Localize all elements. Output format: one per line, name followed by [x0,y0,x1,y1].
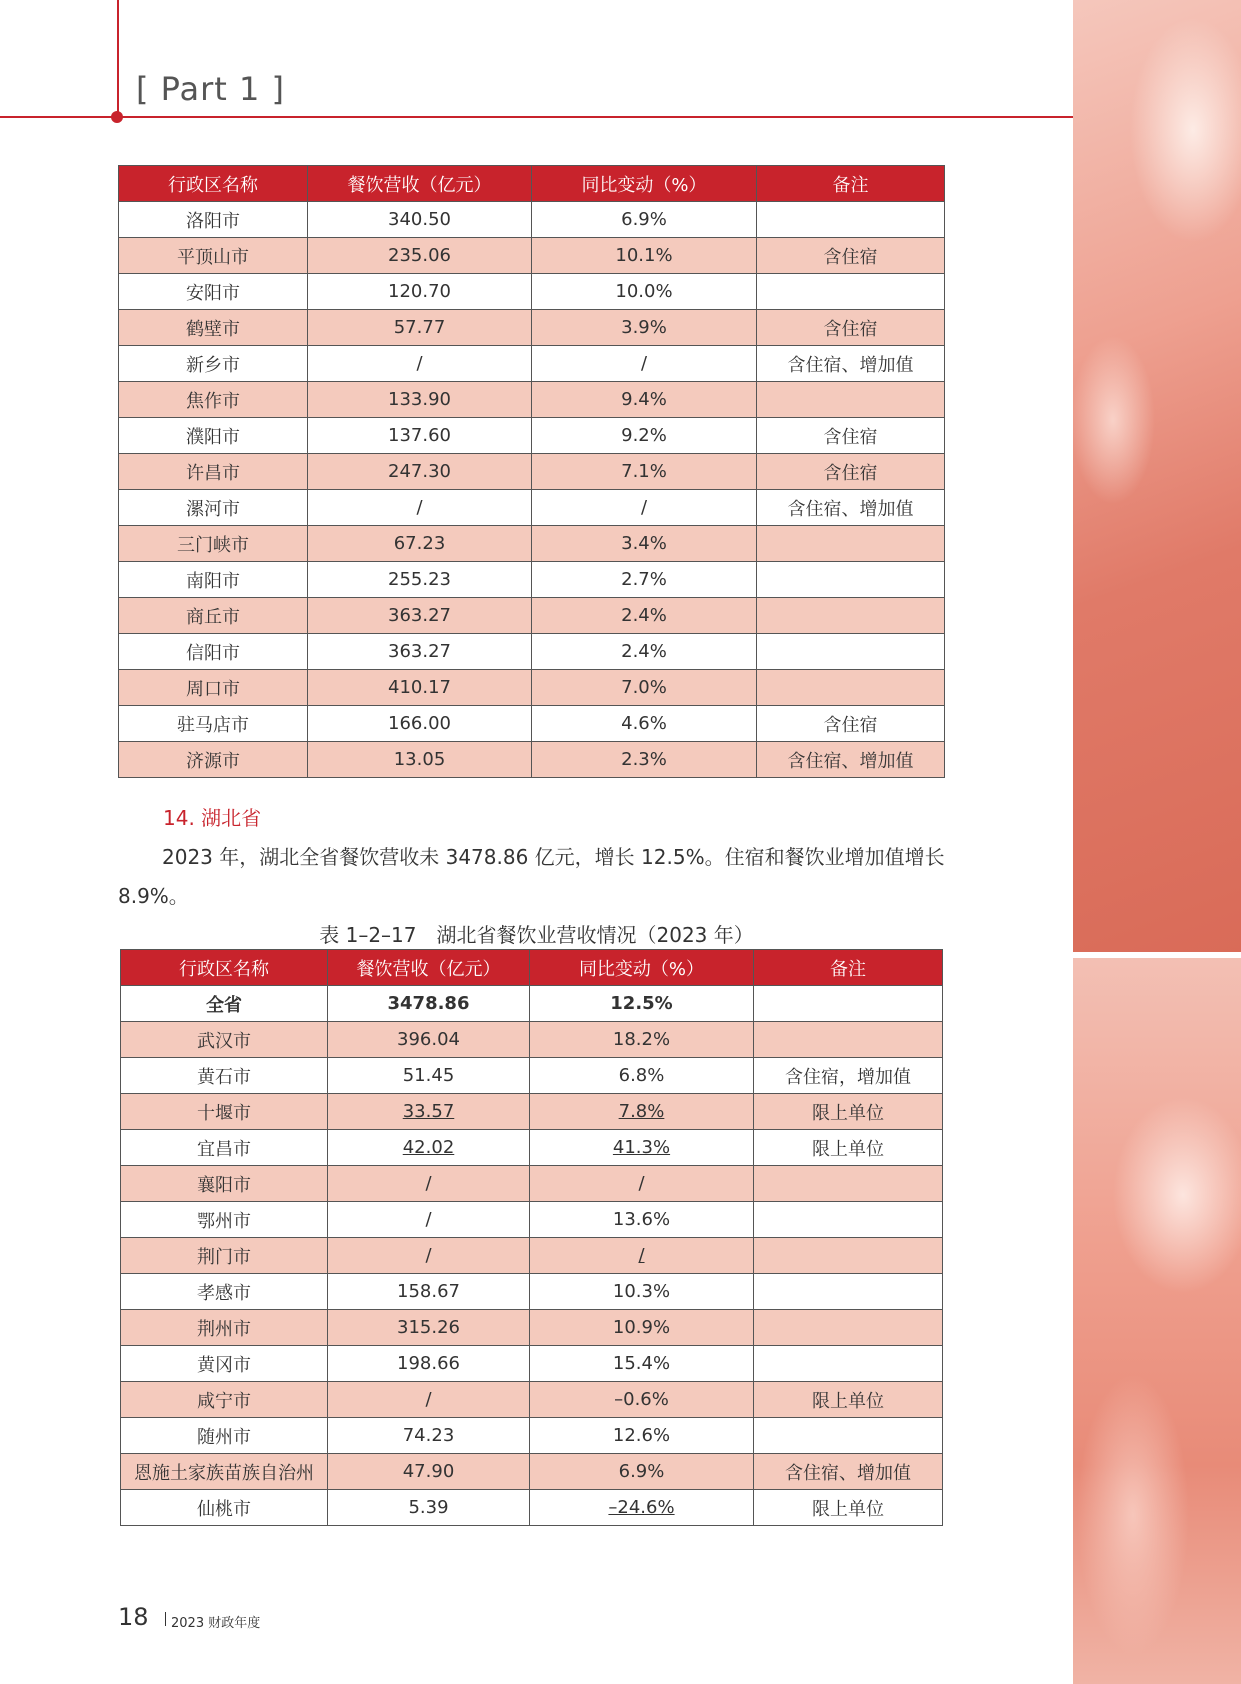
table-cell [754,1202,943,1238]
table-cell: 含住宿 [757,454,945,490]
table-cell: 含住宿、增加值 [757,490,945,526]
table-row [119,526,945,562]
table-cell: 许昌市 [119,454,308,490]
table-cell: 5.39 [328,1490,530,1526]
table-header-row [119,166,945,202]
table-cell: / [530,1166,754,1202]
table-row [121,1418,943,1454]
table-cell: 全省 [121,986,328,1022]
table-cell [754,1166,943,1202]
column-header: 行政区名称 [121,950,328,986]
table-row [119,454,945,490]
table-cell: –24.6% [530,1490,754,1526]
table-cell: / [532,346,757,382]
table-cell: 安阳市 [119,274,308,310]
table-cell: 含住宿、增加值 [757,346,945,382]
table-caption: 表 1–2–17 湖北省餐饮业营收情况（2023 年） [319,923,754,947]
decorative-photo-top [1073,0,1241,955]
table-cell: 含住宿、增加值 [754,1454,943,1490]
table-cell [757,634,945,670]
table-cell: / [328,1202,530,1238]
table-cell: 随州市 [121,1418,328,1454]
decorative-photo-band [1073,0,1241,1684]
table-row [119,202,945,238]
table-row [121,1490,943,1526]
table-cell: 限上单位 [754,1382,943,1418]
table-cell: 7.8% [530,1094,754,1130]
table-cell: 363.27 [308,634,532,670]
table-cell: 6.9% [532,202,757,238]
table-cell: / [328,1166,530,1202]
table-cell: 12.5% [530,986,754,1022]
table-row [121,1166,943,1202]
table-row [119,238,945,274]
table-cell: 荆州市 [121,1310,328,1346]
henan-table [118,165,945,778]
table-cell: 含住宿 [757,706,945,742]
table-cell: 340.50 [308,202,532,238]
table-cell: / [532,490,757,526]
table-cell [757,670,945,706]
table-cell: 33.57 [328,1094,530,1130]
table-cell: / [328,1382,530,1418]
table-cell [754,1022,943,1058]
table-row [119,346,945,382]
table-cell [754,1274,943,1310]
table-cell [757,202,945,238]
table-cell: 13.6% [530,1202,754,1238]
table-cell: 2.4% [532,634,757,670]
table-cell: 13.05 [308,742,532,778]
table-cell: 9.4% [532,382,757,418]
section-title: 14. 湖北省 [163,806,262,830]
table-cell: 67.23 [308,526,532,562]
table-cell: 南阳市 [119,562,308,598]
table-cell: 荆门市 [121,1238,328,1274]
table-cell: 鹤壁市 [119,310,308,346]
table-row [121,1454,943,1490]
table-cell: 平顶山市 [119,238,308,274]
table-cell: –0.6% [530,1382,754,1418]
page-number: 18 [118,1603,149,1631]
column-header: 行政区名称 [119,166,308,202]
table-cell: 315.26 [328,1310,530,1346]
table-cell: 含住宿，增加值 [754,1058,943,1094]
table-cell: 2.3% [532,742,757,778]
table-cell: 2.7% [532,562,757,598]
table-cell: 7.1% [532,454,757,490]
table-cell: 濮阳市 [119,418,308,454]
table-cell: 驻马店市 [119,706,308,742]
table-cell [754,1346,943,1382]
table-cell: 15.4% [530,1346,754,1382]
table-row [119,670,945,706]
table-cell [757,562,945,598]
table-cell [754,1238,943,1274]
table-row [121,1058,943,1094]
table-cell [757,598,945,634]
table-row [121,1382,943,1418]
table-cell: / [530,1238,754,1274]
table-cell: 含住宿 [757,238,945,274]
decorative-photo-bottom [1073,955,1241,1684]
table-cell: 247.30 [308,454,532,490]
table-row [121,1094,943,1130]
table-cell: 166.00 [308,706,532,742]
table-cell: 恩施土家族苗族自治州 [121,1454,328,1490]
table-cell: 10.0% [532,274,757,310]
table-row [121,1022,943,1058]
column-header: 备注 [757,166,945,202]
table-row [119,382,945,418]
table-cell: / [308,490,532,526]
column-header: 同比变动（%） [530,950,754,986]
table-row [119,742,945,778]
table-cell: 133.90 [308,382,532,418]
table-cell: 137.60 [308,418,532,454]
table-header-row [121,950,943,986]
photo-divider [1073,952,1241,958]
table-cell [757,382,945,418]
table-cell: 47.90 [328,1454,530,1490]
table-cell: 洛阳市 [119,202,308,238]
table-cell: 198.66 [328,1346,530,1382]
table-cell: 周口市 [119,670,308,706]
table-cell: 含住宿、增加值 [757,742,945,778]
table-cell: 仙桃市 [121,1490,328,1526]
table-cell: 3478.86 [328,986,530,1022]
table-cell [757,526,945,562]
publication-name: 2023 财政年度 [171,1616,261,1631]
table-cell: 10.3% [530,1274,754,1310]
table-cell: 限上单位 [754,1490,943,1526]
table-cell: 黄石市 [121,1058,328,1094]
table-cell: 120.70 [308,274,532,310]
table-cell: 255.23 [308,562,532,598]
table-cell: 三门峡市 [119,526,308,562]
table-cell: 3.9% [532,310,757,346]
column-header: 餐饮营收（亿元） [328,950,530,986]
table-cell: 10.9% [530,1310,754,1346]
table-cell: 漯河市 [119,490,308,526]
column-header: 备注 [754,950,943,986]
table-cell: 含住宿 [757,418,945,454]
table-cell: 7.0% [532,670,757,706]
table-cell: 410.17 [308,670,532,706]
table-cell [754,986,943,1022]
table-cell: 158.67 [328,1274,530,1310]
footer-divider [165,1612,166,1626]
table-row [119,706,945,742]
table-cell: 襄阳市 [121,1166,328,1202]
table-row [121,1238,943,1274]
table-cell: 74.23 [328,1418,530,1454]
column-header: 餐饮营收（亿元） [308,166,532,202]
table-cell: 黄冈市 [121,1346,328,1382]
table-row [119,418,945,454]
table-cell: 57.77 [308,310,532,346]
table-cell: 孝感市 [121,1274,328,1310]
section-paragraph: 2023 年，湖北全省餐饮营收未 3478.86 亿元，增长 12.5%。住宿和餐饮业增加值增长 8.9%。 [118,845,945,908]
table-cell: 限上单位 [754,1094,943,1130]
table-cell: 含住宿 [757,310,945,346]
table-row [119,598,945,634]
table-cell: 42.02 [328,1130,530,1166]
table-cell: 41.3% [530,1130,754,1166]
table-cell: 咸宁市 [121,1382,328,1418]
table-row [121,1310,943,1346]
table-row [121,1346,943,1382]
table-cell [754,1418,943,1454]
table-cell: 12.6% [530,1418,754,1454]
table-cell: 6.9% [530,1454,754,1490]
table-cell: 商丘市 [119,598,308,634]
table-cell: 10.1% [532,238,757,274]
table-row [119,274,945,310]
header-horizontal-rule [0,116,1073,118]
table-cell: 235.06 [308,238,532,274]
table-cell: 信阳市 [119,634,308,670]
table-row [121,1274,943,1310]
table-cell [757,274,945,310]
table-cell: 十堰市 [121,1094,328,1130]
table-row [119,310,945,346]
table-cell: 济源市 [119,742,308,778]
table-cell: 限上单位 [754,1130,943,1166]
table-cell: / [308,346,532,382]
table-row [121,1130,943,1166]
table-cell: 新乡市 [119,346,308,382]
table-cell: 4.6% [532,706,757,742]
header-dot [111,111,123,123]
hubei-table [120,949,943,1526]
table-cell: 396.04 [328,1022,530,1058]
part-label: [ Part 1 ] [136,70,286,108]
table-row [119,562,945,598]
table-cell: 18.2% [530,1022,754,1058]
table-cell: 3.4% [532,526,757,562]
table-row [119,634,945,670]
table-cell: 51.45 [328,1058,530,1094]
table-row [121,986,943,1022]
table-cell: 363.27 [308,598,532,634]
table-cell: / [328,1238,530,1274]
table-cell: 焦作市 [119,382,308,418]
column-header: 同比变动（%） [532,166,757,202]
header-vertical-rule [117,0,119,118]
table-cell: 宜昌市 [121,1130,328,1166]
table-cell: 鄂州市 [121,1202,328,1238]
table-row [119,490,945,526]
table-cell: 武汉市 [121,1022,328,1058]
table-cell [754,1310,943,1346]
table-row [121,1202,943,1238]
table-cell: 9.2% [532,418,757,454]
table-cell: 6.8% [530,1058,754,1094]
table-cell: 2.4% [532,598,757,634]
